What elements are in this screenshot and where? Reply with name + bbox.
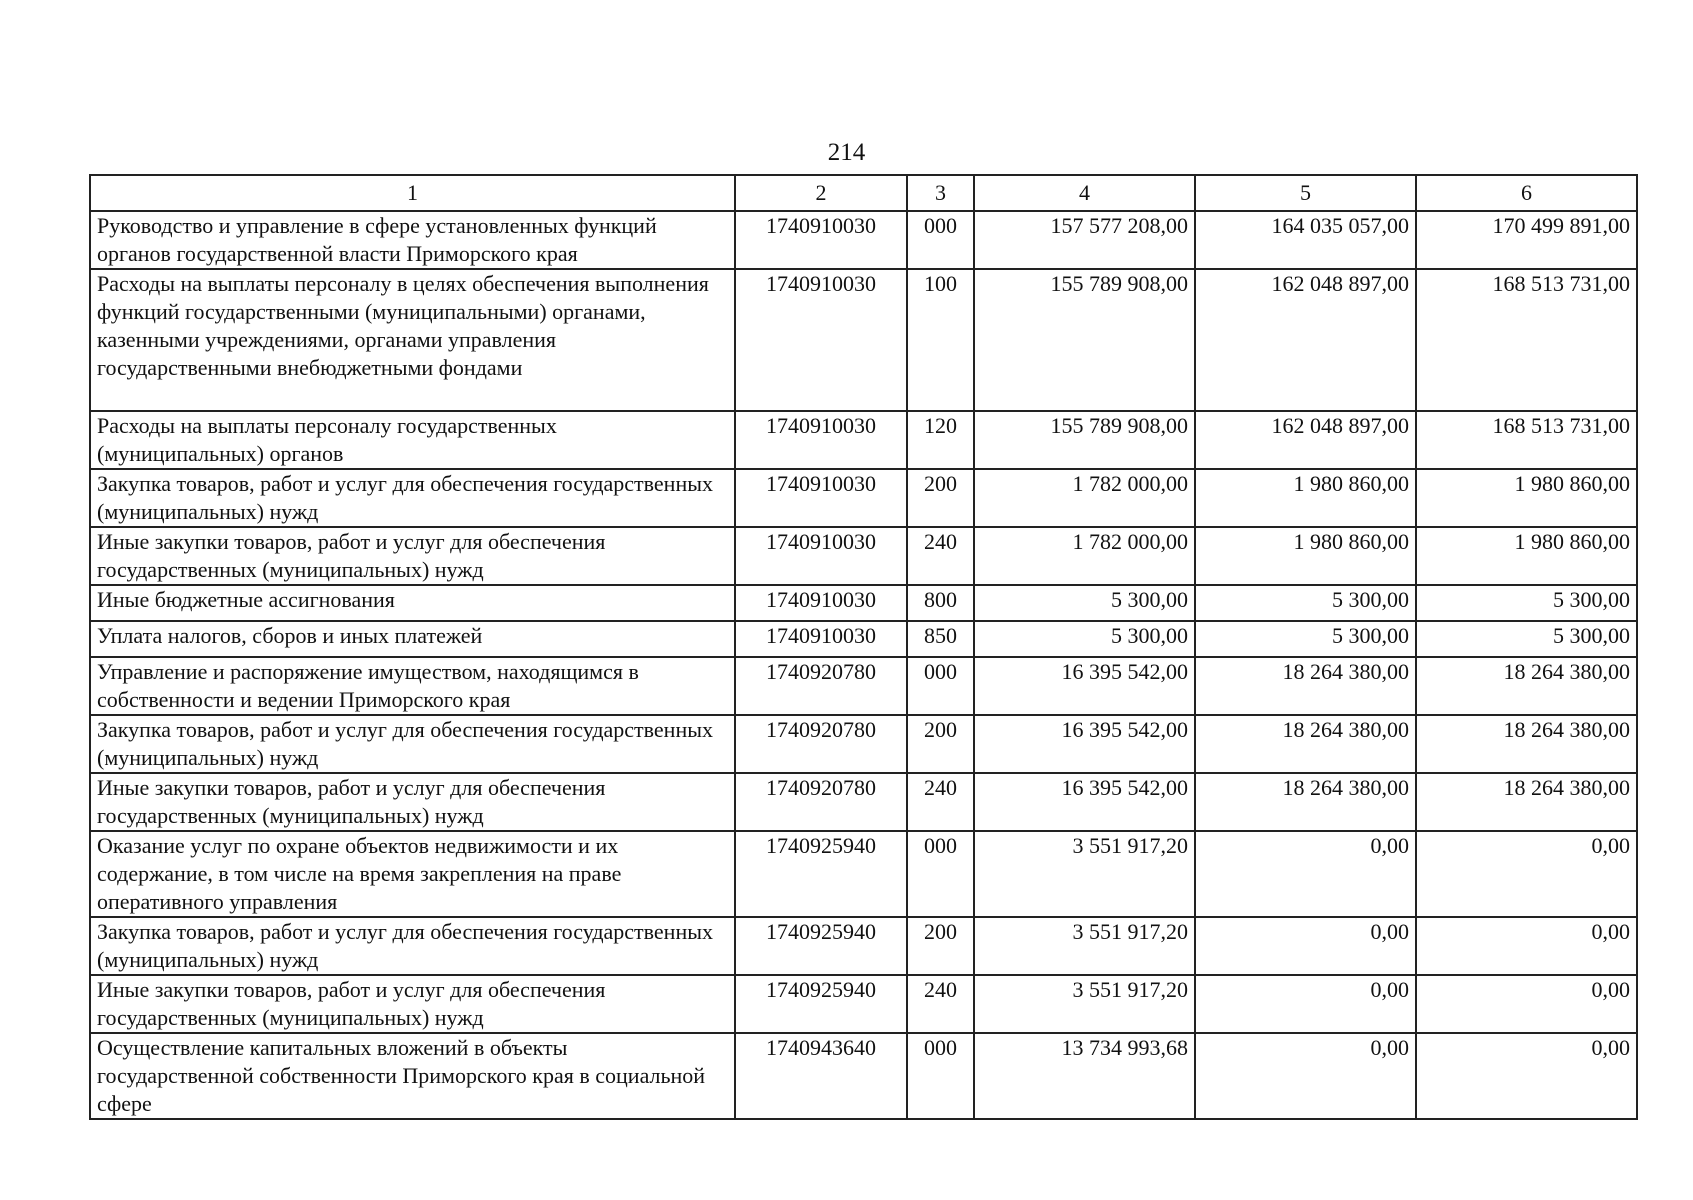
row-name: Закупка товаров, работ и услуг для обеспечения государственных (муниципальных) нужд	[90, 715, 735, 773]
row-amount-4: 1 782 000,00	[974, 469, 1195, 527]
column-header-4: 4	[974, 175, 1195, 211]
row-name: Иные закупки товаров, работ и услуг для обеспечения государственных (муниципальных) нужд	[90, 773, 735, 831]
table-row	[90, 1033, 1637, 1119]
row-amount-5: 164 035 057,00	[1195, 211, 1416, 269]
row-amount-4: 1 782 000,00	[974, 527, 1195, 585]
row-amount-5: 0,00	[1195, 831, 1416, 917]
row-amount-5: 18 264 380,00	[1195, 715, 1416, 773]
row-code: 1740943640	[735, 1033, 907, 1119]
row-amount-6: 18 264 380,00	[1416, 657, 1637, 715]
table-row	[90, 527, 1637, 585]
row-amount-4: 3 551 917,20	[974, 975, 1195, 1033]
row-code: 1740910030	[735, 585, 907, 621]
row-amount-4: 3 551 917,20	[974, 831, 1195, 917]
row-kind: 000	[907, 831, 974, 917]
row-code: 1740910030	[735, 211, 907, 269]
column-header-2: 2	[735, 175, 907, 211]
row-amount-5: 0,00	[1195, 975, 1416, 1033]
row-amount-5: 5 300,00	[1195, 621, 1416, 657]
table-row	[90, 469, 1637, 527]
row-kind: 000	[907, 1033, 974, 1119]
row-amount-5: 0,00	[1195, 1033, 1416, 1119]
table-row	[90, 621, 1637, 657]
row-kind: 850	[907, 621, 974, 657]
row-code: 1740910030	[735, 469, 907, 527]
row-amount-6: 5 300,00	[1416, 621, 1637, 657]
row-amount-4: 155 789 908,00	[974, 411, 1195, 469]
row-amount-5: 0,00	[1195, 917, 1416, 975]
table-row	[90, 411, 1637, 469]
row-amount-4: 16 395 542,00	[974, 657, 1195, 715]
row-name: Иные бюджетные ассигнования	[90, 585, 735, 621]
row-amount-5: 18 264 380,00	[1195, 657, 1416, 715]
row-kind: 000	[907, 211, 974, 269]
row-kind: 240	[907, 773, 974, 831]
row-name: Управление и распоряжение имуществом, находящимся в собственности и ведении Приморского края	[90, 657, 735, 715]
row-amount-6: 168 513 731,00	[1416, 411, 1637, 469]
row-amount-5: 162 048 897,00	[1195, 411, 1416, 469]
table-row	[90, 585, 1637, 621]
row-amount-5: 1 980 860,00	[1195, 527, 1416, 585]
row-amount-6: 0,00	[1416, 975, 1637, 1033]
table-row	[90, 975, 1637, 1033]
row-amount-5: 162 048 897,00	[1195, 269, 1416, 411]
row-name: Оказание услуг по охране объектов недвижимости и их содержание, в том числе на время закрепления на праве оперативного управления	[90, 831, 735, 917]
table-row	[90, 211, 1637, 269]
row-amount-6: 18 264 380,00	[1416, 715, 1637, 773]
row-code: 1740920780	[735, 773, 907, 831]
row-kind: 200	[907, 469, 974, 527]
row-name: Осуществление капитальных вложений в объекты государственной собственности Приморского края в социальной сфере	[90, 1033, 735, 1119]
column-header-5: 5	[1195, 175, 1416, 211]
row-kind: 120	[907, 411, 974, 469]
row-amount-4: 5 300,00	[974, 585, 1195, 621]
row-amount-6: 18 264 380,00	[1416, 773, 1637, 831]
row-amount-6: 5 300,00	[1416, 585, 1637, 621]
row-kind: 240	[907, 527, 974, 585]
row-amount-6: 1 980 860,00	[1416, 469, 1637, 527]
row-amount-4: 155 789 908,00	[974, 269, 1195, 411]
row-name: Закупка товаров, работ и услуг для обеспечения государственных (муниципальных) нужд	[90, 917, 735, 975]
row-name: Уплата налогов, сборов и иных платежей	[90, 621, 735, 657]
table-row	[90, 831, 1637, 917]
row-code: 1740925940	[735, 917, 907, 975]
row-code: 1740910030	[735, 411, 907, 469]
row-kind: 100	[907, 269, 974, 411]
row-amount-4: 157 577 208,00	[974, 211, 1195, 269]
row-kind: 000	[907, 657, 974, 715]
table-row	[90, 269, 1637, 411]
row-amount-5: 18 264 380,00	[1195, 773, 1416, 831]
table-body	[90, 211, 1637, 1119]
row-kind: 200	[907, 917, 974, 975]
row-amount-4: 16 395 542,00	[974, 773, 1195, 831]
row-amount-4: 13 734 993,68	[974, 1033, 1195, 1119]
row-code: 1740920780	[735, 715, 907, 773]
row-kind: 240	[907, 975, 974, 1033]
row-amount-4: 5 300,00	[974, 621, 1195, 657]
row-amount-4: 3 551 917,20	[974, 917, 1195, 975]
row-name: Руководство и управление в сфере установленных функций органов государственной власти Приморского края	[90, 211, 735, 269]
row-code: 1740910030	[735, 621, 907, 657]
row-amount-6: 1 980 860,00	[1416, 527, 1637, 585]
row-amount-6: 170 499 891,00	[1416, 211, 1637, 269]
column-header-3: 3	[907, 175, 974, 211]
row-amount-6: 0,00	[1416, 831, 1637, 917]
table-row	[90, 917, 1637, 975]
row-code: 1740925940	[735, 975, 907, 1033]
page-number: 214	[827, 139, 866, 166]
row-name: Иные закупки товаров, работ и услуг для обеспечения государственных (муниципальных) нужд	[90, 975, 735, 1033]
row-amount-6: 168 513 731,00	[1416, 269, 1637, 411]
row-code: 1740910030	[735, 269, 907, 411]
header-row	[90, 175, 1637, 211]
column-header-6: 6	[1416, 175, 1637, 211]
row-amount-4: 16 395 542,00	[974, 715, 1195, 773]
row-amount-5: 5 300,00	[1195, 585, 1416, 621]
row-code: 1740910030	[735, 527, 907, 585]
row-code: 1740925940	[735, 831, 907, 917]
budget-table	[89, 174, 1638, 1120]
row-code: 1740920780	[735, 657, 907, 715]
row-kind: 800	[907, 585, 974, 621]
column-header-1: 1	[90, 175, 735, 211]
row-amount-6: 0,00	[1416, 1033, 1637, 1119]
table-row	[90, 657, 1637, 715]
row-kind: 200	[907, 715, 974, 773]
table-row	[90, 773, 1637, 831]
row-name: Иные закупки товаров, работ и услуг для обеспечения государственных (муниципальных) нужд	[90, 527, 735, 585]
row-amount-6: 0,00	[1416, 917, 1637, 975]
row-name: Расходы на выплаты персоналу в целях обеспечения выполнения функций государственными (муниципальными) органами, казенными учреждениями, органами управления государственными внебюджетными фондами	[90, 269, 735, 411]
row-name: Закупка товаров, работ и услуг для обеспечения государственных (муниципальных) нужд	[90, 469, 735, 527]
row-amount-5: 1 980 860,00	[1195, 469, 1416, 527]
table-row	[90, 715, 1637, 773]
row-name: Расходы на выплаты персоналу государственных (муниципальных) органов	[90, 411, 735, 469]
